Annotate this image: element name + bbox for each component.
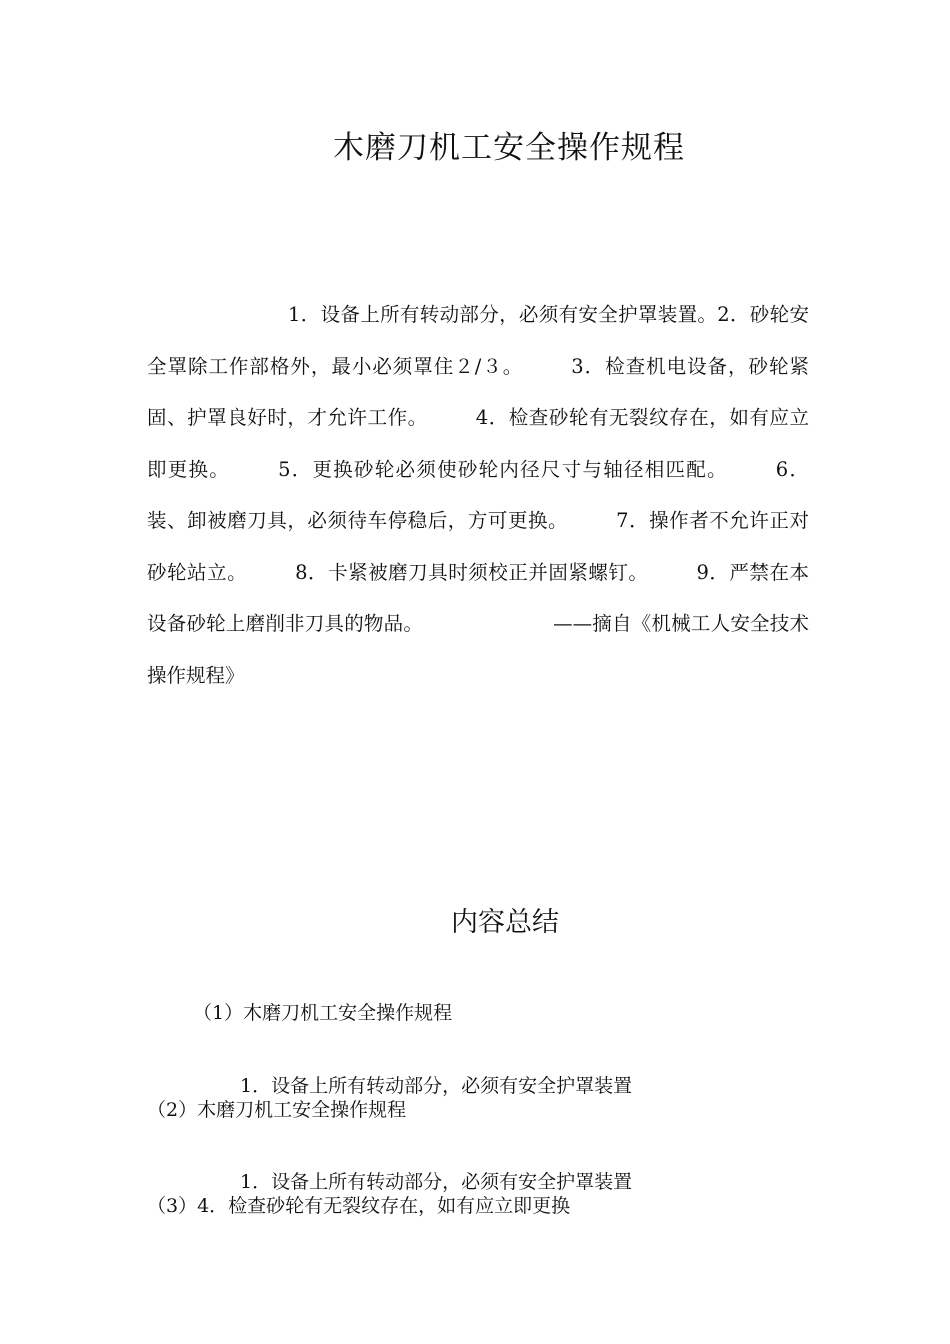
regulation-item-9: 9．严禁在本设备砂轮上磨削非刀具的物品。 <box>147 560 809 635</box>
document-title: 木磨刀机工安全操作规程 <box>333 130 685 166</box>
summary-line-1: （1）木磨刀机工安全操作规程 <box>193 1002 453 1024</box>
regulation-body <box>147 289 809 701</box>
regulation-item-2: 2．砂轮安全罩除工作部格外，最小必须罩住２/３。 <box>147 303 809 378</box>
source-citation: ——摘自《机械工人安全技术操作规程》 <box>147 612 809 687</box>
summary-line-2: 1．设备上所有转动部分，必须有安全护罩装置 <box>240 1075 633 1097</box>
regulation-item-8: 8．卡紧被磨刀具时须校正并固紧螺钉。 <box>295 560 649 584</box>
summary-line-3: （2）木磨刀机工安全操作规程 <box>147 1099 407 1121</box>
regulation-item-1: 1．设备上所有转动部分，必须有安全护罩装置。 <box>288 303 718 326</box>
summary-title: 内容总结 <box>451 907 559 938</box>
regulation-item-3: 3．检查机电设备，砂轮紧固、护罩良好时，才允许工作。 <box>147 354 809 429</box>
summary-line-4: 1．设备上所有转动部分，必须有安全护罩装置 <box>240 1171 633 1193</box>
regulation-item-4: 4．检查砂轮有无裂纹存在，如有应立即更换。 <box>147 406 809 481</box>
regulation-item-5: 5．更换砂轮必须使砂轮内径尺寸与轴径相匹配。 <box>278 457 728 481</box>
regulation-item-6: 6．装、卸被磨刀具，必须待车停稳后，方可更换。 <box>147 457 809 532</box>
summary-line-5: （3）4．检查砂轮有无裂纹存在，如有应立即更换 <box>147 1195 571 1217</box>
regulation-item-7: 7．操作者不允许正对砂轮站立。 <box>147 509 809 584</box>
